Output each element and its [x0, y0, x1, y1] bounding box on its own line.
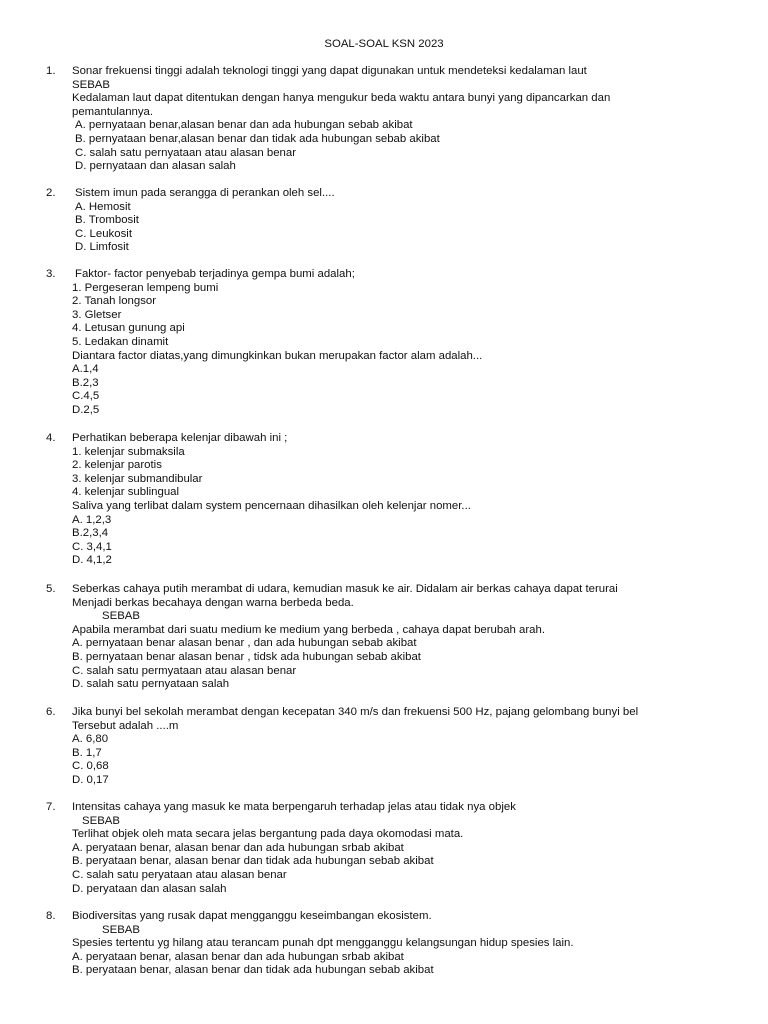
question-text-line: SEBAB	[102, 923, 140, 936]
question-number: 2.	[46, 187, 56, 199]
question-number: 6.	[46, 706, 56, 718]
question-body	[72, 801, 712, 896]
question-text-line: A. 1,2,3	[72, 513, 112, 526]
question-text-line: B. peryataan benar, alasan benar dan tidak ada hubungan sebab akibat	[72, 964, 434, 977]
question-text-line: Perhatikan beberapa kelenjar dibawah ini ;	[72, 432, 288, 444]
question-text-line: B.2,3,4	[72, 527, 109, 540]
question-text-line: 3. Gletser	[72, 308, 122, 321]
question-text-line: 4. Letusan gunung api	[72, 322, 185, 335]
question-text-line: D.2,5	[72, 403, 100, 416]
question-text-line: C. Leukosit	[75, 227, 132, 240]
question-text-line: Jika bunyi bel sekolah merambat dengan kecepatan 340 m/s dan frekuensi 500 Hz, pajang gelombang bunyi bel	[72, 706, 639, 718]
question-text-line: Biodiversitas yang rusak dapat mengganggu keseimbangan ekosistem.	[72, 910, 432, 922]
question-text-line: A. 6,80	[72, 733, 109, 746]
question-text-line: Saliva yang terlibat dalam system pencernaan dihasilkan oleh kelenjar nomer...	[72, 499, 471, 512]
question-text-line: B. pernyataan benar alasan benar , tidsk ada hubungan sebab akibat	[72, 650, 421, 663]
question-text-line: Terlihat objek oleh mata secara jelas bergantung pada daya okomodasi mata.	[72, 828, 464, 841]
question-body	[72, 910, 712, 978]
question-text-line: D. 4,1,2	[72, 554, 112, 567]
question-text-line: 4. kelenjar sublingual	[72, 486, 180, 499]
question-text-line: 3. kelenjar submandibular	[72, 472, 203, 485]
question-text-line: SEBAB	[72, 78, 110, 91]
question-body	[72, 268, 712, 418]
question-text-line: D. pernyataan dan alasan salah	[75, 160, 236, 173]
question-text-line: Seberkas cahaya putih merambat di udara, kemudian masuk ke air. Didalam air berkas cahaya dapat terurai	[72, 583, 618, 595]
question-text-line: A. peryataan benar, alasan benar dan ada hubungan srbab akibat	[72, 950, 404, 963]
question-text-line: Apabila merambat dari suatu medium ke medium yang berbeda , cahaya dapat berubah arah.	[72, 623, 545, 636]
question-number: 7.	[46, 801, 56, 813]
question-text-line: 1. kelenjar submaksila	[72, 445, 185, 458]
question-text-line: B. peryataan benar, alasan benar dan tidak ada hubungan sebab akibat	[72, 855, 434, 868]
question-text-line: Spesies tertentu yg hilang atau terancam punah dpt mengganggu kelangsungan hidup spesies lain.	[72, 937, 574, 950]
question-text-line: C. salah satu peryataan atau alasan benar	[72, 868, 287, 881]
question-text-line: A.1,4	[72, 363, 99, 376]
question-text-line: Faktor- factor penyebab terjadinya gempa bumi adalah;	[75, 268, 355, 280]
question-text-line: Intensitas cahaya yang masuk ke mata berpengaruh terhadap jelas atau tidak nya objek	[72, 801, 516, 813]
question-body	[72, 187, 712, 255]
question-text-line: D. 0,17	[72, 773, 109, 786]
question-text-line: Menjadi berkas becahaya dengan warna berbeda beda.	[72, 596, 354, 609]
question-text-line: Sonar frekuensi tinggi adalah teknologi tinggi yang dapat digunakan untuk mendeteksi kedalaman laut	[72, 65, 587, 77]
question-number: 5.	[46, 583, 56, 595]
question-text-line: Kedalaman laut dapat ditentukan dengan hanya mengukur beda waktu antara bunyi yang dipancarkan dan	[72, 92, 611, 105]
question-text-line: SEBAB	[82, 814, 120, 827]
question-number: 3.	[46, 268, 56, 280]
question-text-line: 2. Tanah longsor	[72, 295, 157, 308]
question-text-line: 1. Pergeseran lempeng bumi	[72, 281, 219, 294]
question-text-line: C. 0,68	[72, 760, 109, 773]
question-text-line: pemantulannya.	[72, 105, 154, 118]
question-text-line: A. pernyataan benar,alasan benar dan ada hubungan sebab akibat	[75, 119, 413, 132]
question-text-line: B. 1,7	[72, 746, 102, 759]
question-text-line: A. peryataan benar, alasan benar dan ada hubungan srbab akibat	[72, 841, 404, 854]
question-body	[72, 583, 712, 692]
question-text-line: B.2,3	[72, 376, 99, 389]
question-text-line: C.4,5	[72, 390, 100, 403]
question-text-line: B. Trombosit	[75, 214, 139, 227]
question-body	[72, 706, 712, 788]
question-text-line: 5. Ledakan dinamit	[72, 335, 169, 348]
question-text-line: Sistem imun pada serangga di perankan oleh sel....	[75, 187, 335, 199]
question-text-line: A. pernyataan benar alasan benar , dan ada hubungan sebab akibat	[72, 637, 417, 650]
question-text-line: 2. kelenjar parotis	[72, 459, 162, 472]
question-text-line: D. Limfosit	[75, 241, 129, 254]
question-text-line: D. peryataan dan alasan salah	[72, 882, 227, 895]
question-number: 1.	[46, 65, 56, 77]
document-title: SOAL-SOAL KSN 2023	[324, 38, 444, 50]
question-text-line: SEBAB	[102, 610, 140, 623]
question-body	[72, 65, 712, 174]
question-text-line: A. Hemosit	[75, 200, 131, 213]
question-text-line: C. salah satu permyataan atau alasan benar	[72, 664, 297, 677]
question-text-line: C. salah satu pernyataan atau alasan benar	[75, 146, 297, 159]
question-text-line: B. pernyataan benar,alasan benar dan tidak ada hubungan sebab akibat	[75, 132, 440, 145]
question-body	[72, 432, 712, 568]
question-text-line: Diantara factor diatas,yang dimungkinkan bukan merupakan factor alam adalah...	[72, 349, 483, 362]
question-text-line: C. 3,4,1	[72, 540, 112, 553]
question-text-line: Tersebut adalah ....m	[72, 719, 179, 732]
question-number: 8.	[46, 910, 56, 922]
question-number: 4.	[46, 432, 56, 444]
question-text-line: D. salah satu pernyataan salah	[72, 678, 230, 691]
